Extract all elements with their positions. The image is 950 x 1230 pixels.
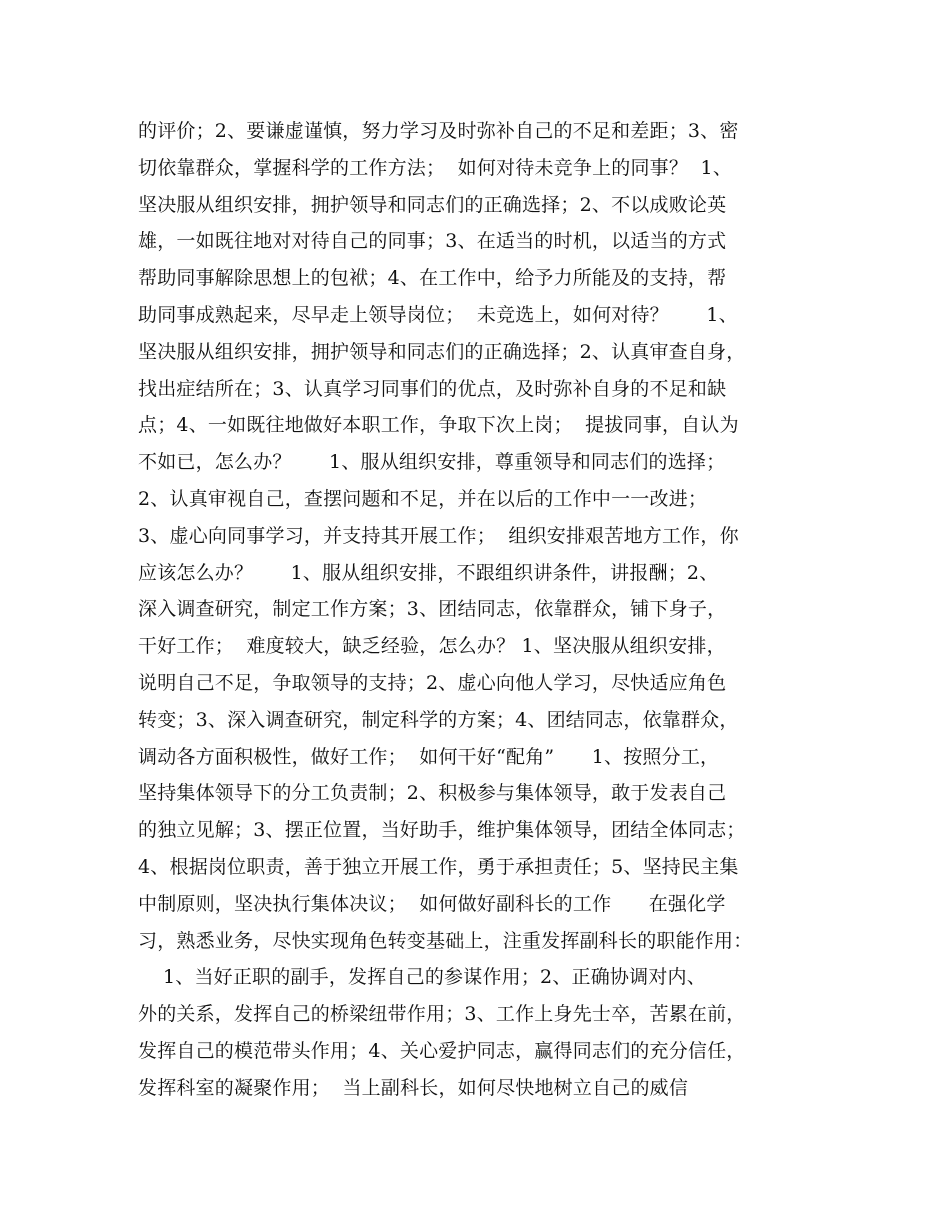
text-line: 外的关系，发挥自己的桥梁纽带作用；3、工作上身先士卒，苦累在前， bbox=[138, 1003, 746, 1026]
text-line: 雄，一如既往地对对待自己的同事；3、在适当的时机，以适当的方式 bbox=[138, 230, 727, 253]
text-line: 3、虚心向同事学习，并支持其开展工作； 组织安排艰苦地方工作，你 bbox=[138, 524, 739, 547]
text-line: 4、根据岗位职责，善于独立开展工作，勇于承担责任；5、坚持民主集 bbox=[138, 855, 739, 878]
text-line: 调动各方面积极性，做好工作； 如何干好“配角” 1、按照分工， bbox=[138, 745, 720, 768]
text-line: 应该怎么办？ 1、服从组织安排，不跟组织讲条件，讲报酬；2、 bbox=[138, 561, 719, 584]
text-line: 干好工作； 难度较大，缺乏经验，怎么办？ 1、坚决服从组织安排， bbox=[138, 635, 726, 658]
text-line: 不如已，怎么办？ 1、服从组织安排，尊重领导和同志们的选择； bbox=[138, 451, 726, 474]
text-line: 助同事成熟起来，尽早走上领导岗位； 未竞选上，如何对待？ 1、 bbox=[138, 303, 738, 326]
text-line: 说明自己不足，争取领导的支持；2、虚心向他人学习，尽快适应角色 bbox=[138, 671, 727, 694]
text-line: 切依靠群众，掌握科学的工作方法； 如何对待未竞争上的同事？ 1、 bbox=[138, 156, 733, 179]
text-line: 习，熟悉业务，尽快实现角色转变基础上，注重发挥副科长的职能作用： bbox=[138, 929, 753, 952]
text-line: 1、当好正职的副手，发挥自己的参谋作用；2、正确协调对内、 bbox=[138, 966, 706, 989]
text-line: 转变；3、深入调查研究，制定科学的方案；4、团结同志，依靠群众， bbox=[138, 708, 739, 731]
text-line: 2、认真审视自己，查摆问题和不足，并在以后的工作中一一改进； bbox=[138, 487, 708, 510]
text-line: 坚决服从组织安排，拥护领导和同志们的正确选择；2、不以成败论英 bbox=[138, 193, 727, 216]
text-line: 点；4、一如既往地做好本职工作，争取下次上岗； 提拔同事，自认为 bbox=[138, 414, 739, 437]
text-line: 找出症结所在；3、认真学习同事们的优点，及时弥补自身的不足和缺 bbox=[138, 377, 727, 400]
text-line: 的评价；2、要谦虚谨慎，努力学习及时弥补自己的不足和差距；3、密 bbox=[138, 120, 739, 142]
text-line: 坚决服从组织安排，拥护领导和同志们的正确选择；2、认真审查自身， bbox=[138, 340, 746, 363]
text-line: 的独立见解；3、摆正位置，当好助手，维护集体领导，团结全体同志； bbox=[138, 819, 746, 842]
text-line: 坚持集体领导下的分工负责制；2、积极参与集体领导，敢于发表自己 bbox=[138, 782, 727, 805]
text-line: 深入调查研究，制定工作方案；3、团结同志，依靠群众，铺下身子， bbox=[138, 598, 727, 621]
text-line: 发挥科室的凝聚作用； 当上副科长，如何尽快地树立自己的威信 bbox=[138, 1076, 689, 1099]
text-line: 中制原则，坚决执行集体决议； 如何做好副科长的工作 在强化学 bbox=[138, 892, 726, 915]
text-line: 帮助同事解除思想上的包袱；4、在工作中，给予力所能及的支持，帮 bbox=[138, 267, 727, 290]
document-body-text bbox=[138, 113, 838, 1107]
text-line: 发挥自己的模范带头作用；4、关心爱护同志，赢得同志们的充分信任， bbox=[138, 1039, 746, 1062]
